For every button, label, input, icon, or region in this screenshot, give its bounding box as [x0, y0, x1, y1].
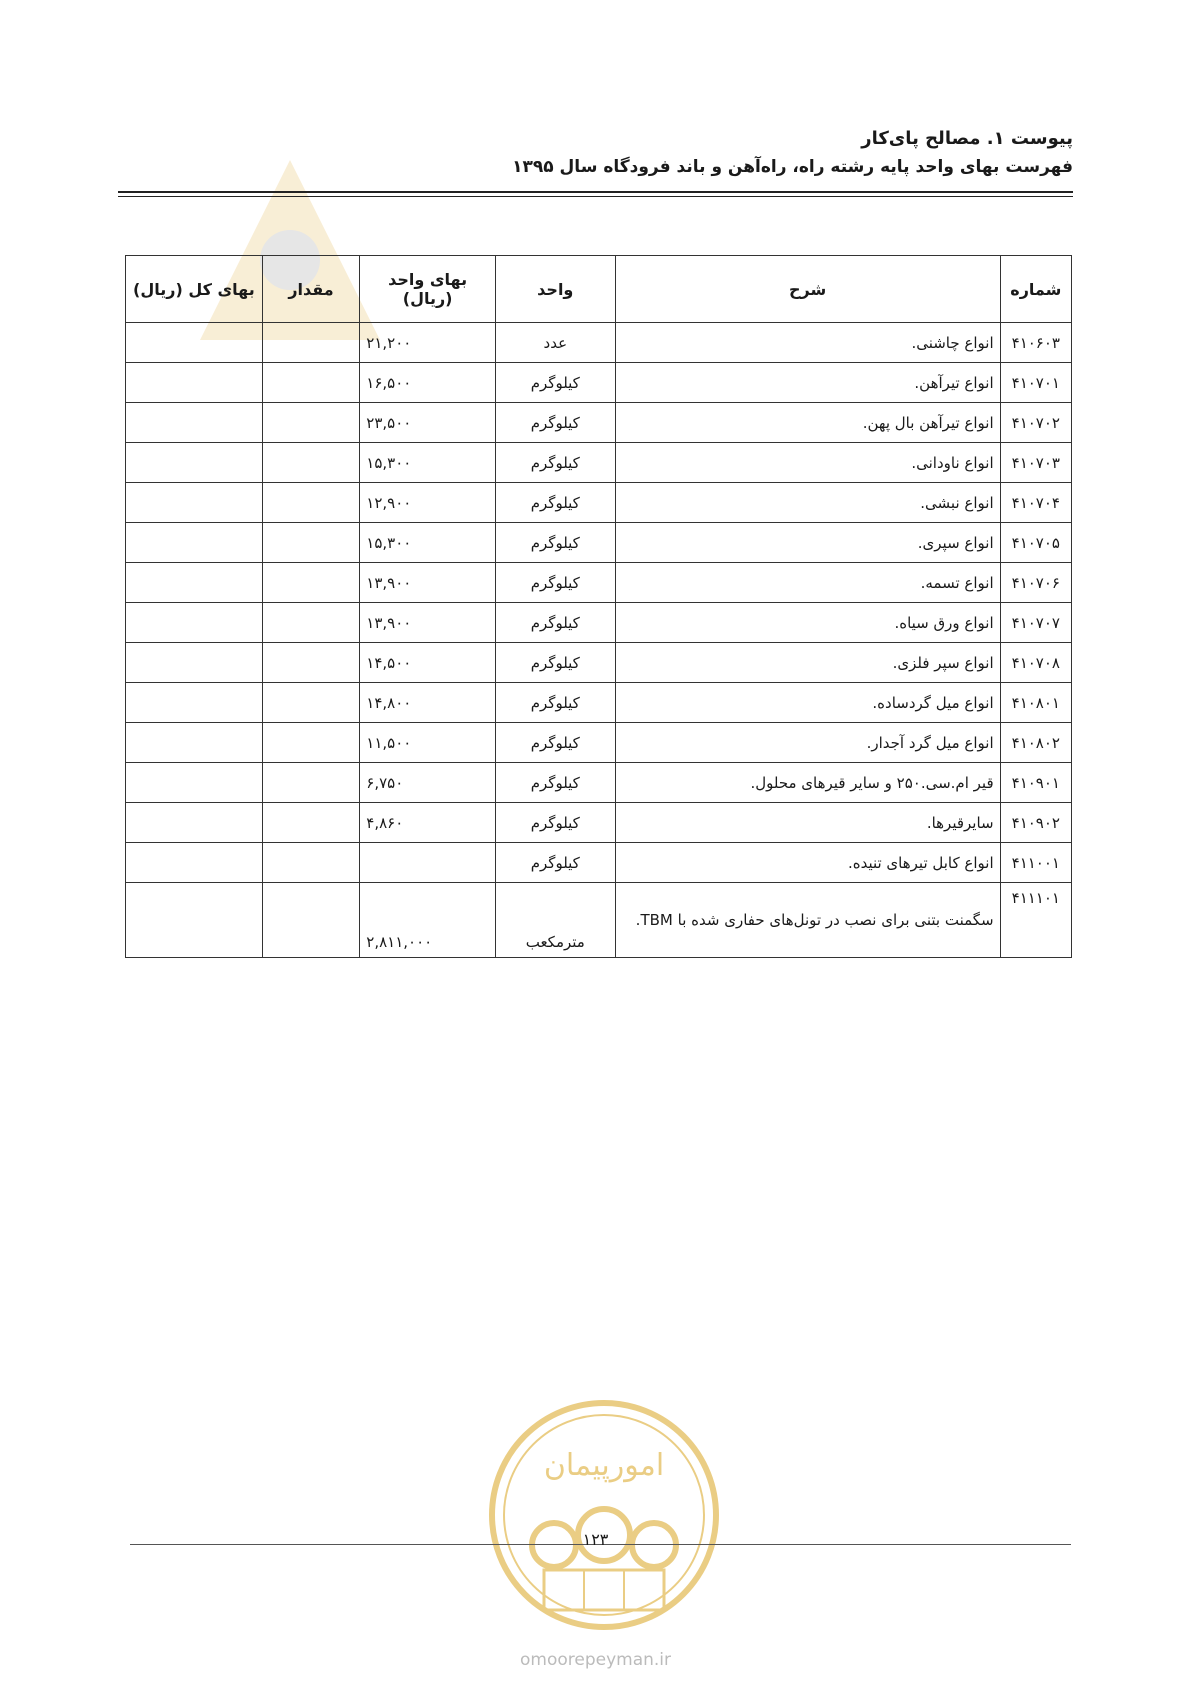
- row-quantity: [262, 523, 360, 563]
- row-total: [126, 763, 263, 803]
- row-number: ۴۱۱۱۰۱: [1000, 883, 1071, 958]
- row-unit-price: ۱۶,۵۰۰: [360, 363, 496, 403]
- row-quantity: [262, 723, 360, 763]
- row-total: [126, 643, 263, 683]
- col-header-unit: واحد: [495, 256, 615, 323]
- row-quantity: [262, 763, 360, 803]
- row-description: انواع سپر فلزی.: [615, 643, 1000, 683]
- row-unit: کیلوگرم: [495, 603, 615, 643]
- row-description: انواع ورق سیاه.: [615, 603, 1000, 643]
- row-description: انواع چاشنی.: [615, 323, 1000, 363]
- row-total: [126, 883, 263, 958]
- row-unit: کیلوگرم: [495, 403, 615, 443]
- row-quantity: [262, 683, 360, 723]
- row-number: ۴۱۰۹۰۲: [1000, 803, 1071, 843]
- col-header-total-price: بهای کل (ریال): [126, 256, 263, 323]
- row-total: [126, 843, 263, 883]
- row-total: [126, 563, 263, 603]
- row-quantity: [262, 563, 360, 603]
- table-row: [126, 323, 1072, 363]
- col-header-number: شماره: [1000, 256, 1071, 323]
- row-unit: کیلوگرم: [495, 563, 615, 603]
- row-description: انواع کابل تیرهای تنیده.: [615, 843, 1000, 883]
- row-quantity: [262, 403, 360, 443]
- row-quantity: [262, 443, 360, 483]
- price-table: [125, 255, 1072, 958]
- row-unit: کیلوگرم: [495, 523, 615, 563]
- row-unit-price: ۱۳,۹۰۰: [360, 563, 496, 603]
- row-unit-price: ۶,۷۵۰: [360, 763, 496, 803]
- page-number: ۱۲۳: [582, 1530, 609, 1549]
- row-total: [126, 683, 263, 723]
- row-number: ۴۱۰۸۰۱: [1000, 683, 1071, 723]
- row-total: [126, 523, 263, 563]
- table-header-row: [126, 256, 1072, 323]
- row-description: سایرقیرها.: [615, 803, 1000, 843]
- row-total: [126, 483, 263, 523]
- row-total: [126, 403, 263, 443]
- header-rule-thin: [118, 196, 1073, 197]
- row-description: انواع میل گردساده.: [615, 683, 1000, 723]
- table-row: [126, 563, 1072, 603]
- row-unit-price: ۴,۸۶۰: [360, 803, 496, 843]
- row-unit-price: ۲۳,۵۰۰: [360, 403, 496, 443]
- table-row: [126, 843, 1072, 883]
- col-header-description: شرح: [615, 256, 1000, 323]
- table-row: [126, 763, 1072, 803]
- table-row: [126, 683, 1072, 723]
- row-description: انواع تیرآهن بال پهن.: [615, 403, 1000, 443]
- row-unit-price: [360, 843, 496, 883]
- row-quantity: [262, 483, 360, 523]
- row-unit: کیلوگرم: [495, 843, 615, 883]
- website-watermark: omoorepeyman.ir: [519, 1650, 672, 1670]
- row-description: قیر ام.سی.۲۵۰ و سایر قیرهای محلول.: [615, 763, 1000, 803]
- row-total: [126, 603, 263, 643]
- col-header-quantity: مقدار: [262, 256, 360, 323]
- row-unit-price: ۱۵,۳۰۰: [360, 443, 496, 483]
- row-quantity: [262, 603, 360, 643]
- row-unit-price: ۲,۸۱۱,۰۰۰: [360, 883, 496, 958]
- row-number: ۴۱۰۷۰۷: [1000, 603, 1071, 643]
- row-description: سگمنت بتنی برای نصب در تونل‌های حفاری شده با TBM.: [615, 883, 1000, 958]
- page-title: پیوست ۱. مصالح پای‌کار: [861, 128, 1073, 149]
- row-quantity: [262, 843, 360, 883]
- header-rule: [118, 191, 1073, 193]
- row-unit: کیلوگرم: [495, 363, 615, 403]
- row-unit: کیلوگرم: [495, 483, 615, 523]
- table-row: [126, 603, 1072, 643]
- page-subtitle: فهرست بهای واحد پایه رشته راه، راه‌آهن و باند فرودگاه سال ۱۳۹۵: [512, 157, 1073, 177]
- row-description: انواع تیرآهن.: [615, 363, 1000, 403]
- row-total: [126, 443, 263, 483]
- row-number: ۴۱۰۷۰۶: [1000, 563, 1071, 603]
- row-unit: کیلوگرم: [495, 763, 615, 803]
- row-unit-price: ۱۱,۵۰۰: [360, 723, 496, 763]
- table-row: [126, 643, 1072, 683]
- table-row: [126, 803, 1072, 843]
- table-row: [126, 363, 1072, 403]
- row-unit: کیلوگرم: [495, 683, 615, 723]
- row-number: ۴۱۰۹۰۱: [1000, 763, 1071, 803]
- table-row: [126, 883, 1072, 958]
- row-quantity: [262, 883, 360, 958]
- row-number: ۴۱۰۶۰۳: [1000, 323, 1071, 363]
- row-number: ۴۱۰۸۰۲: [1000, 723, 1071, 763]
- row-number: ۴۱۰۷۰۲: [1000, 403, 1071, 443]
- row-description: انواع سپری.: [615, 523, 1000, 563]
- row-total: [126, 323, 263, 363]
- row-unit-price: ۱۳,۹۰۰: [360, 603, 496, 643]
- row-quantity: [262, 323, 360, 363]
- row-unit: کیلوگرم: [495, 443, 615, 483]
- row-number: ۴۱۰۷۰۸: [1000, 643, 1071, 683]
- row-number: ۴۱۱۰۰۱: [1000, 843, 1071, 883]
- row-description: انواع ناودانی.: [615, 443, 1000, 483]
- row-number: ۴۱۰۷۰۴: [1000, 483, 1071, 523]
- row-description: انواع نبشی.: [615, 483, 1000, 523]
- row-number: ۴۱۰۷۰۱: [1000, 363, 1071, 403]
- page-header: [118, 125, 1073, 181]
- row-unit-price: ۱۴,۸۰۰: [360, 683, 496, 723]
- row-description: انواع میل گرد آجدار.: [615, 723, 1000, 763]
- row-unit-price: ۱۵,۳۰۰: [360, 523, 496, 563]
- row-unit: مترمکعب: [495, 883, 615, 958]
- col-header-unit-price: بهای واحد (ریال): [360, 256, 496, 323]
- row-description: انواع تسمه.: [615, 563, 1000, 603]
- row-unit-price: ۱۲,۹۰۰: [360, 483, 496, 523]
- table-row: [126, 483, 1072, 523]
- table-row: [126, 443, 1072, 483]
- row-quantity: [262, 363, 360, 403]
- row-unit: کیلوگرم: [495, 723, 615, 763]
- row-total: [126, 723, 263, 763]
- seal-text: امورپیمان: [543, 1448, 665, 1483]
- row-number: ۴۱۰۷۰۵: [1000, 523, 1071, 563]
- table-row: [126, 403, 1072, 443]
- row-number: ۴۱۰۷۰۳: [1000, 443, 1071, 483]
- row-total: [126, 803, 263, 843]
- seal-logo: [484, 1395, 724, 1635]
- row-unit: کیلوگرم: [495, 803, 615, 843]
- row-quantity: [262, 643, 360, 683]
- row-unit: عدد: [495, 323, 615, 363]
- row-unit-price: ۱۴,۵۰۰: [360, 643, 496, 683]
- table-row: [126, 523, 1072, 563]
- row-unit-price: ۲۱,۲۰۰: [360, 323, 496, 363]
- row-quantity: [262, 803, 360, 843]
- row-unit: کیلوگرم: [495, 643, 615, 683]
- row-total: [126, 363, 263, 403]
- table-row: [126, 723, 1072, 763]
